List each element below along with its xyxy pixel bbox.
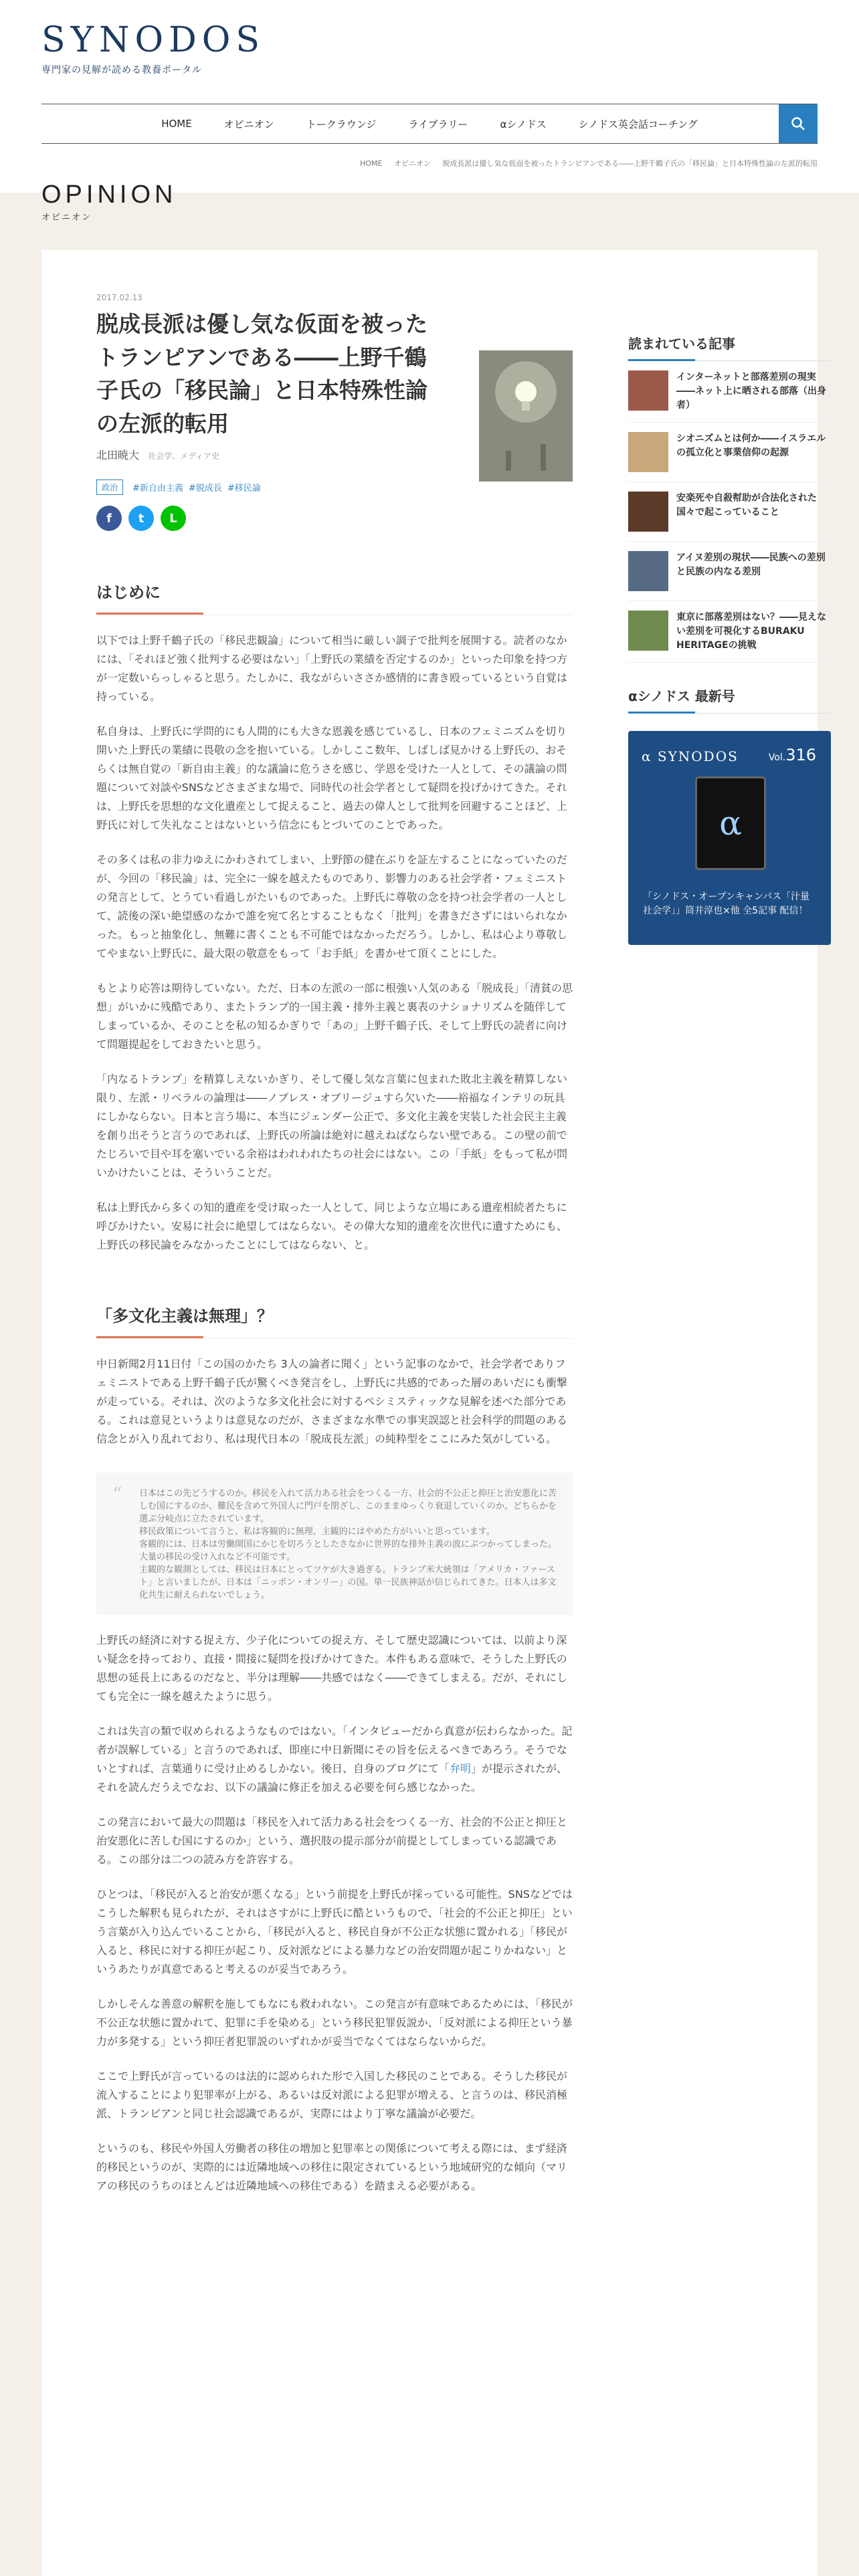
popular-article-thumbnail (628, 611, 668, 651)
paragraph: 私自身は、上野氏に学問的にも人間的にも大きな恩義を感じているし、日本のフェミニズムを切り開いた上野氏の業績に畏敬の念を抱いている。しかしここ数年、しばしば見かける上野氏の、おそらくは無自覚の「新自由主義」的な議論に危うさを感じ、学恩を受けた一人として、その議論の問題について対談やSNSなどさまざまな場で、同時代の社会学者として疑問を投げかけてきた。それは、上野氏を思想的な文化遺産として捉えること、過去の偉人として批判を回避することほど、上野氏に対して失礼なことはないという信念にもとづいてのことであった。 (96, 725, 568, 831)
blockquote (96, 1473, 573, 1615)
facebook-share-button[interactable] (96, 506, 122, 531)
paragraph: というのも、移民や外国人労働者の移住の増加と犯罪率との関係について考える際には、まず経済的移民というのが、実際的には近隣地域への移住に限定されているという地域研究的な傾向（マリアの移民のうちのほとんどは近隣地域への移住である）を踏まえる必要がある。 (96, 2142, 568, 2192)
article (96, 293, 573, 2195)
article-tags (96, 479, 573, 495)
tablet-image (695, 776, 766, 870)
search-icon (791, 116, 805, 131)
paragraph-with-link (96, 1722, 573, 1797)
section-heading-intro: はじめに (96, 579, 573, 615)
paragraph: その多くは私の非力ゆえにかわされてしまい、上野節の健在ぶりを証左することになっていたのだが、今回の「移民論」は、完全に一線を越えたものであり、影響力のある社会学者・フェミニストの発言として、とうてい看過しがたいものであった。上野氏に尊敬の念を持つ社会学者の一人として、読後の深い絶望感のなかで誰を宛て名とすることもなく「批判」を書きださずにはいられなかった。もっと抽象化し、無難に書くことも不可能ではなかっただろう。しかし、私は心より尊敬してやまない上野氏に、最大限の敬意をもって「お手紙」を書かせて頂くことにした。 (96, 853, 568, 960)
popular-article-title: アイヌ差別の現状――民族への差別と民族の内なる差別 (676, 552, 826, 577)
paragraph: 中日新聞2月11日付「この国のかたち 3人の論者に聞く」という記事のなかで、社会学者でありフェミニストである上野千鶴子氏が驚くべき発言をし、上野氏に共感的であった層のあいだにも衝撃が走っている。それは、次のような多文化社会に対するペシミスティックな見解を述べた部分である。これは意見というよりは意見なのだが、さまざまな水準での事実誤認と社会科学的問題のある信念とが入り乱れており、私は現代日本の「脱成長左派」の純粋型をここにみた気がしている。 (96, 1358, 568, 1445)
author-field: 社会学、メディア史 (148, 451, 220, 461)
popular-article-thumbnail (628, 370, 668, 411)
volume-number: 316 (785, 746, 816, 764)
tag-immigration[interactable]: #移民論 (227, 484, 261, 494)
paragraph: ひとつは、「移民が入ると治安が悪くなる」という前提を上野氏が採っている可能性。SNSなどではこうした解釈も見られたが、それはさすがに上野氏に酷というもので、「社会的不公正と抑圧」という言葉が入り込んでいることから、「移民が入ると、移民自身が不公正な状態に置かれる」「移民が入ると、移民に対する抑圧が起こり、反対派などによる暴力などの治安問題が起こりかねない」というあたりが真意であると考えるのが妥当であろう。 (96, 1888, 573, 1975)
magazine-logo: α SYNODOS (642, 748, 739, 764)
quote-line: 客観的には、日本は労働開国にかじを切ろうとしたさなかに世界的な排外主義の波にぶつかってしまった。大量の移民の受け入れなど不可能です。 (139, 1539, 557, 1562)
main-nav (41, 104, 818, 144)
author-name[interactable]: 北田暁大 (96, 449, 140, 461)
popular-article[interactable] (628, 361, 831, 423)
magazine-caption: 「シノドス・オープンキャンパス「汁量社会学」」筒井淳也×他 全5記事 配信！ (643, 891, 810, 916)
twitter-share-button[interactable] (128, 506, 154, 531)
paragraph-text: 」が提示されたが、それを読んだうえでなお、以下の議論に修正を加える必要を何ら感じなかった。 (96, 1762, 568, 1794)
magazine-volume (769, 746, 816, 764)
site-logo[interactable]: SYNODOS (41, 20, 266, 60)
category-badge[interactable]: 政治 (96, 479, 123, 495)
popular-article-title: シオニズムとは何か――イスラエルの孤立化と事業信仰の起源 (676, 433, 826, 458)
nav-item-library[interactable]: ライブラリー (408, 118, 468, 130)
search-button[interactable] (779, 104, 818, 143)
nav-item-opinion[interactable]: オピニオン (223, 118, 274, 130)
quote-line: 移民政策について言うと、私は客観的に無理、主観的にはやめた方がいいと思っています。 (139, 1527, 495, 1537)
quote-line: 主観的な観測としては、移民は日本にとってツケが大き過ぎる。トランプ米大統領は「アメリカ・ファースト」と言いましたが、日本は「ニッポン・オンリー」の国。単一民族神話が信じられてきた。日本人は多文化共生に耐えられないでしょう。 (139, 1565, 557, 1600)
paragraph: しかしそんな善意の解釈を施してもなにも救われない。この発言が有意味であるためには、「移民が不公正な状態に置かれて、犯罪に手を染める」という移民犯罪仮説か、「反対派による抑圧という暴力が多発する」という抑圧者犯罪説のいずれかが妥当でなくてはならないからだ。 (96, 1998, 573, 2048)
breadcrumb-current: 脱成長派は優し気な仮面を被ったトランピアンである――上野千鶴子氏の「移民論」と日本特殊性論の左派的転用 (442, 159, 818, 168)
popular-article-thumbnail (628, 492, 668, 532)
popular-article-title: 東京に部落差別はない？――見えない差別を可視化するBURAKU HERITAGEの挑戦 (676, 612, 826, 651)
paragraph: 上野氏の経済に対する捉え方、少子化についての捉え方、そして歴史認識については、以前より深い疑念を持っており、直接・間接に疑問を投げかけてきた。本件もある意味で、そうした上野氏の思想の延長上にあるのだなと、半分は理解――共感ではなく――できてしまえる。だが、それにしても完全に一線を越えたように思う。 (96, 1634, 568, 1703)
article-thumbnail (479, 350, 573, 481)
popular-articles-title: 読まれている記事 (628, 333, 831, 361)
line-icon: L (169, 511, 177, 526)
tag-degrowth[interactable]: #脱成長 (188, 484, 222, 494)
popular-article[interactable] (628, 542, 831, 601)
volume-label: Vol. (768, 752, 786, 763)
heading-rule-multiculturalism (96, 1303, 573, 1339)
facebook-icon: f (106, 511, 112, 526)
breadcrumb (351, 158, 818, 169)
site-header (41, 20, 265, 76)
popular-article[interactable] (628, 482, 831, 542)
article-title: 脱成長派は優し気な仮面を被ったトランピアンである――上野千鶴子氏の「移民論」と日本特殊性論の左派的転用 (96, 311, 427, 437)
content-card (41, 250, 826, 2576)
popular-article-thumbnail (628, 551, 668, 591)
paragraph: 以下では上野千鶴子氏の「移民悲観論」について相当に厳しい調子で批判を展開する。読者のなかには、「それほど強く批判する必要はない」「上野氏の業績を否定するのか」といった印象を持つ方が一定数いらっしゃると思う。たしかに、我ながらいささか感情的に書き殴っているという自覚は持っている。 (96, 634, 568, 703)
alpha-icon: α (719, 804, 742, 843)
magazine-banner[interactable] (628, 731, 831, 945)
lightbulb-image (479, 350, 573, 481)
section-heading-multiculturalism: 「多文化主義は無理」？ (96, 1303, 573, 1338)
paragraph: もとより応答は期待していない。ただ、日本の左派の一部に根強い人気のある「脱成長」「清貧の思想」がいかに残酷であり、またトランプ的一国主義・排外主義と裏表のナショナリズムを随伴してしまっているか、そのことを私の知るかぎりで「あの」上野千鶴子氏、そして上野氏の読者に向けて問題提起をしておきたいと思う。 (96, 982, 573, 1051)
paragraph: この発言において最大の問題は「移民を入れて活力ある社会をつくる一方、社会的不公正と抑圧と治安悪化に苦しむ国にするのか」という、選択肢の提示部分が前提としてしまっている認識である。この部分は二つの読み方を許容する。 (96, 1816, 568, 1866)
paragraph-text: これは失言の類で収められるようなものではない。「インタビューだから真意が伝わらなかった。記者が誤解している」と言うのであれば、即座に中日新聞にその旨を伝えるべきであろう。そうでないとすれば、言葉通りに受け止めるしかない。後日、自身のブログにて「 (96, 1725, 573, 1775)
section-subtitle: オピニオン (41, 213, 92, 223)
popular-article[interactable] (628, 423, 831, 482)
nav-item-english-coaching[interactable]: シノドス英会話コーチング (578, 118, 698, 130)
sidebar (628, 333, 831, 945)
popular-article-thumbnail (628, 432, 668, 472)
popular-article-title: インターネットと部落差別の現実――ネット上に晒される部落（出身者） (676, 372, 826, 411)
nav-item-alpha-synodos[interactable]: αシノドス (500, 118, 547, 130)
breadcrumb-opinion[interactable]: オピニオン (393, 159, 431, 168)
paragraph: 私は上野氏から多くの知的遺産を受け取った一人として、同じような立場にある遺産相続者たちに呼びかけたい。安易に社会に絶望してはならない。その偉大な知的遺産を次世代に遺すためにも、上野氏の移民論をみなかったことにしてはならない、と。 (96, 1201, 568, 1251)
nav-item-home[interactable]: HOME (161, 118, 192, 130)
paragraph: 「内なるトランプ」を精算しえないかぎり、そして優し気な言葉に包まれた敗北主義を精算しない限り、左派・リベラルの論理は――ノブレス・オブリージュすら欠いた――裕福なインテリの玩具にしかならない。日本と言う場に、本当にジェンダー公正で、多文化主義を実装した社会民主主義を創り出そうと言うのであれば、上野氏の所論は絶対に越えねばならない壁である。この壁の前でたじろいで目や耳を塞いでいる余裕はわれわれたちの社会にはない。この「手紙」をもって私が問いかけたいことは、そういうことだ。 (96, 1073, 568, 1179)
breadcrumb-home[interactable]: HOME (360, 159, 383, 168)
article-date: 2017.02.13 (96, 293, 142, 302)
popular-article-title: 安楽死や自殺幇助が合法化された国々で起こっていること (676, 493, 817, 518)
twitter-icon: t (138, 511, 145, 526)
quote-line: 日本はこの先どうするのか。移民を入れて活力ある社会をつくる一方、社会的不公正と抑圧と治安悪化に苦しむ国にするのか、難民を含めて外国人に門戸を閉ざし、このままゆっくり衰退していくのか。どちらかを選ぶ分岐点に立たされています。 (139, 1489, 557, 1524)
share-buttons (96, 506, 573, 531)
heading-rule-intro (96, 579, 573, 615)
latest-issue-title: αシノドス 最新号 (628, 685, 831, 714)
section-title: OPINION (41, 181, 177, 209)
apology-link[interactable]: 弁明 (450, 1762, 472, 1775)
quote-icon: “ (112, 1483, 122, 1505)
line-share-button[interactable] (161, 506, 186, 531)
popular-article[interactable] (628, 601, 831, 663)
tag-neoliberalism[interactable]: #新自由主義 (132, 484, 183, 494)
paragraph: ここで上野氏が言っているのは法的に認められた形で入国した移民のことである。そうした移民が流入することにより犯罪率が上がる、あるいは反対派による犯罪が増える、と言うのは、移民消極派、トランピアンと同じ社会認識であるが、実際にはより丁寧な議論が必要だ。 (96, 2070, 568, 2120)
site-tagline: 専門家の見解が読める教養ポータル (41, 65, 202, 76)
nav-item-talk-lounge[interactable]: トークラウンジ (306, 118, 377, 130)
